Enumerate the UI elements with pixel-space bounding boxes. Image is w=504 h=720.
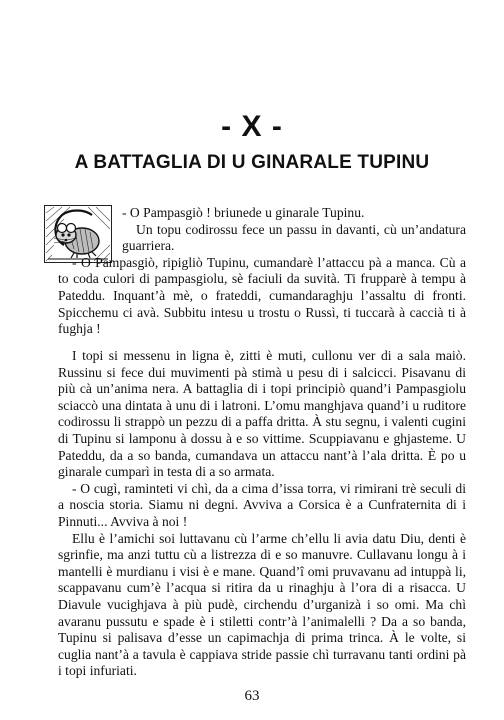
intro-text	[58, 205, 466, 338]
paragraph: - O cugì, raminteti vi chì, da a cima d’issa torra, vi rimirani trè seculi di a noscia storia. Siamu ni degni. Avviva a Corsica è a Cunfraternita di i Pinnuti... Avviva à noi !	[58, 480, 466, 529]
page-number: 63	[244, 688, 260, 704]
paragraph: - O Pampasgiò, ripigliò Tupinu, cumandarè l’attaccu pà a manca. Cù a to coda culori di pampasgiolu, sè faciuli da suvità. Ti frupparè à tempu à Pateddu. Inquant’à mè, o frateddi, cumandaraghju l’assaltu di fronti. Spicchemu ci avà. Subbitu intesu u trostu o Russì, ti tuccarà à caccià ti à fughja !	[58, 254, 466, 337]
paragraph: Ellu è l’amichi soi luttavanu cù l’arme ch’ellu li avia datu Diu, denti è sgrinfie, ma anzi tuttu cù a listrezza di e so manuvre. Cullavanu longu à i mantelli è murdianu i visi è e mane. Quand’î omi pruvavanu ad intuppà li, scappavanu cum’è l’acqua si ritira da u rinaghju à l’ora di a risacca. U Diavule vucighjava à più pudè, circhendu d’urganizà i so omi. Ma chì avaranu pussutu e spade è i stiletti contr’à l’animalelli ? Da a so banda, Tupinu si palisava d’esse un capimachja di prima trinca. À le volte, si cuglia nant’à a tavula è cappiava stride passie chì turravanu tanti ordini pà i topi infuriati.	[58, 530, 466, 679]
chapter-number: - X -	[221, 110, 283, 143]
paragraph: Un topu codirossu fece un passu in davanti, cù un’andatura guarriera.	[122, 221, 466, 254]
paragraph: - O Pampasgiò ! briunede u ginarale Tupinu.	[122, 205, 365, 220]
paragraph: I topi si messenu in ligna è, zitti è muti, cullonu ver di a sala maiò. Russinu si fece dui muvimenti pà stimà u pesu di i salcicci. Pisavanu di più cà un’anima nera. A battaglia di i topi principiò quand’i Pampasgiolu sciaccò una dintata à unu di i latroni. L’omu manghjava quand’i u ruditore codirossu li strappò un pezzu di a paffa dritta. À stu segnu, i valenti cugini di Tupinu si lamponu à dossu à e so vittime. Scuppiavanu e ghjasteme. U Pateddu, da a so banda, cumandava un attaccu nant’à l’ala dritta. È po u ginarale cumparì in testa di a so armata.	[58, 348, 466, 480]
main-text	[58, 348, 466, 680]
chapter-title: A BATTAGLIA DI U GINARALE TUPINU	[74, 152, 430, 173]
